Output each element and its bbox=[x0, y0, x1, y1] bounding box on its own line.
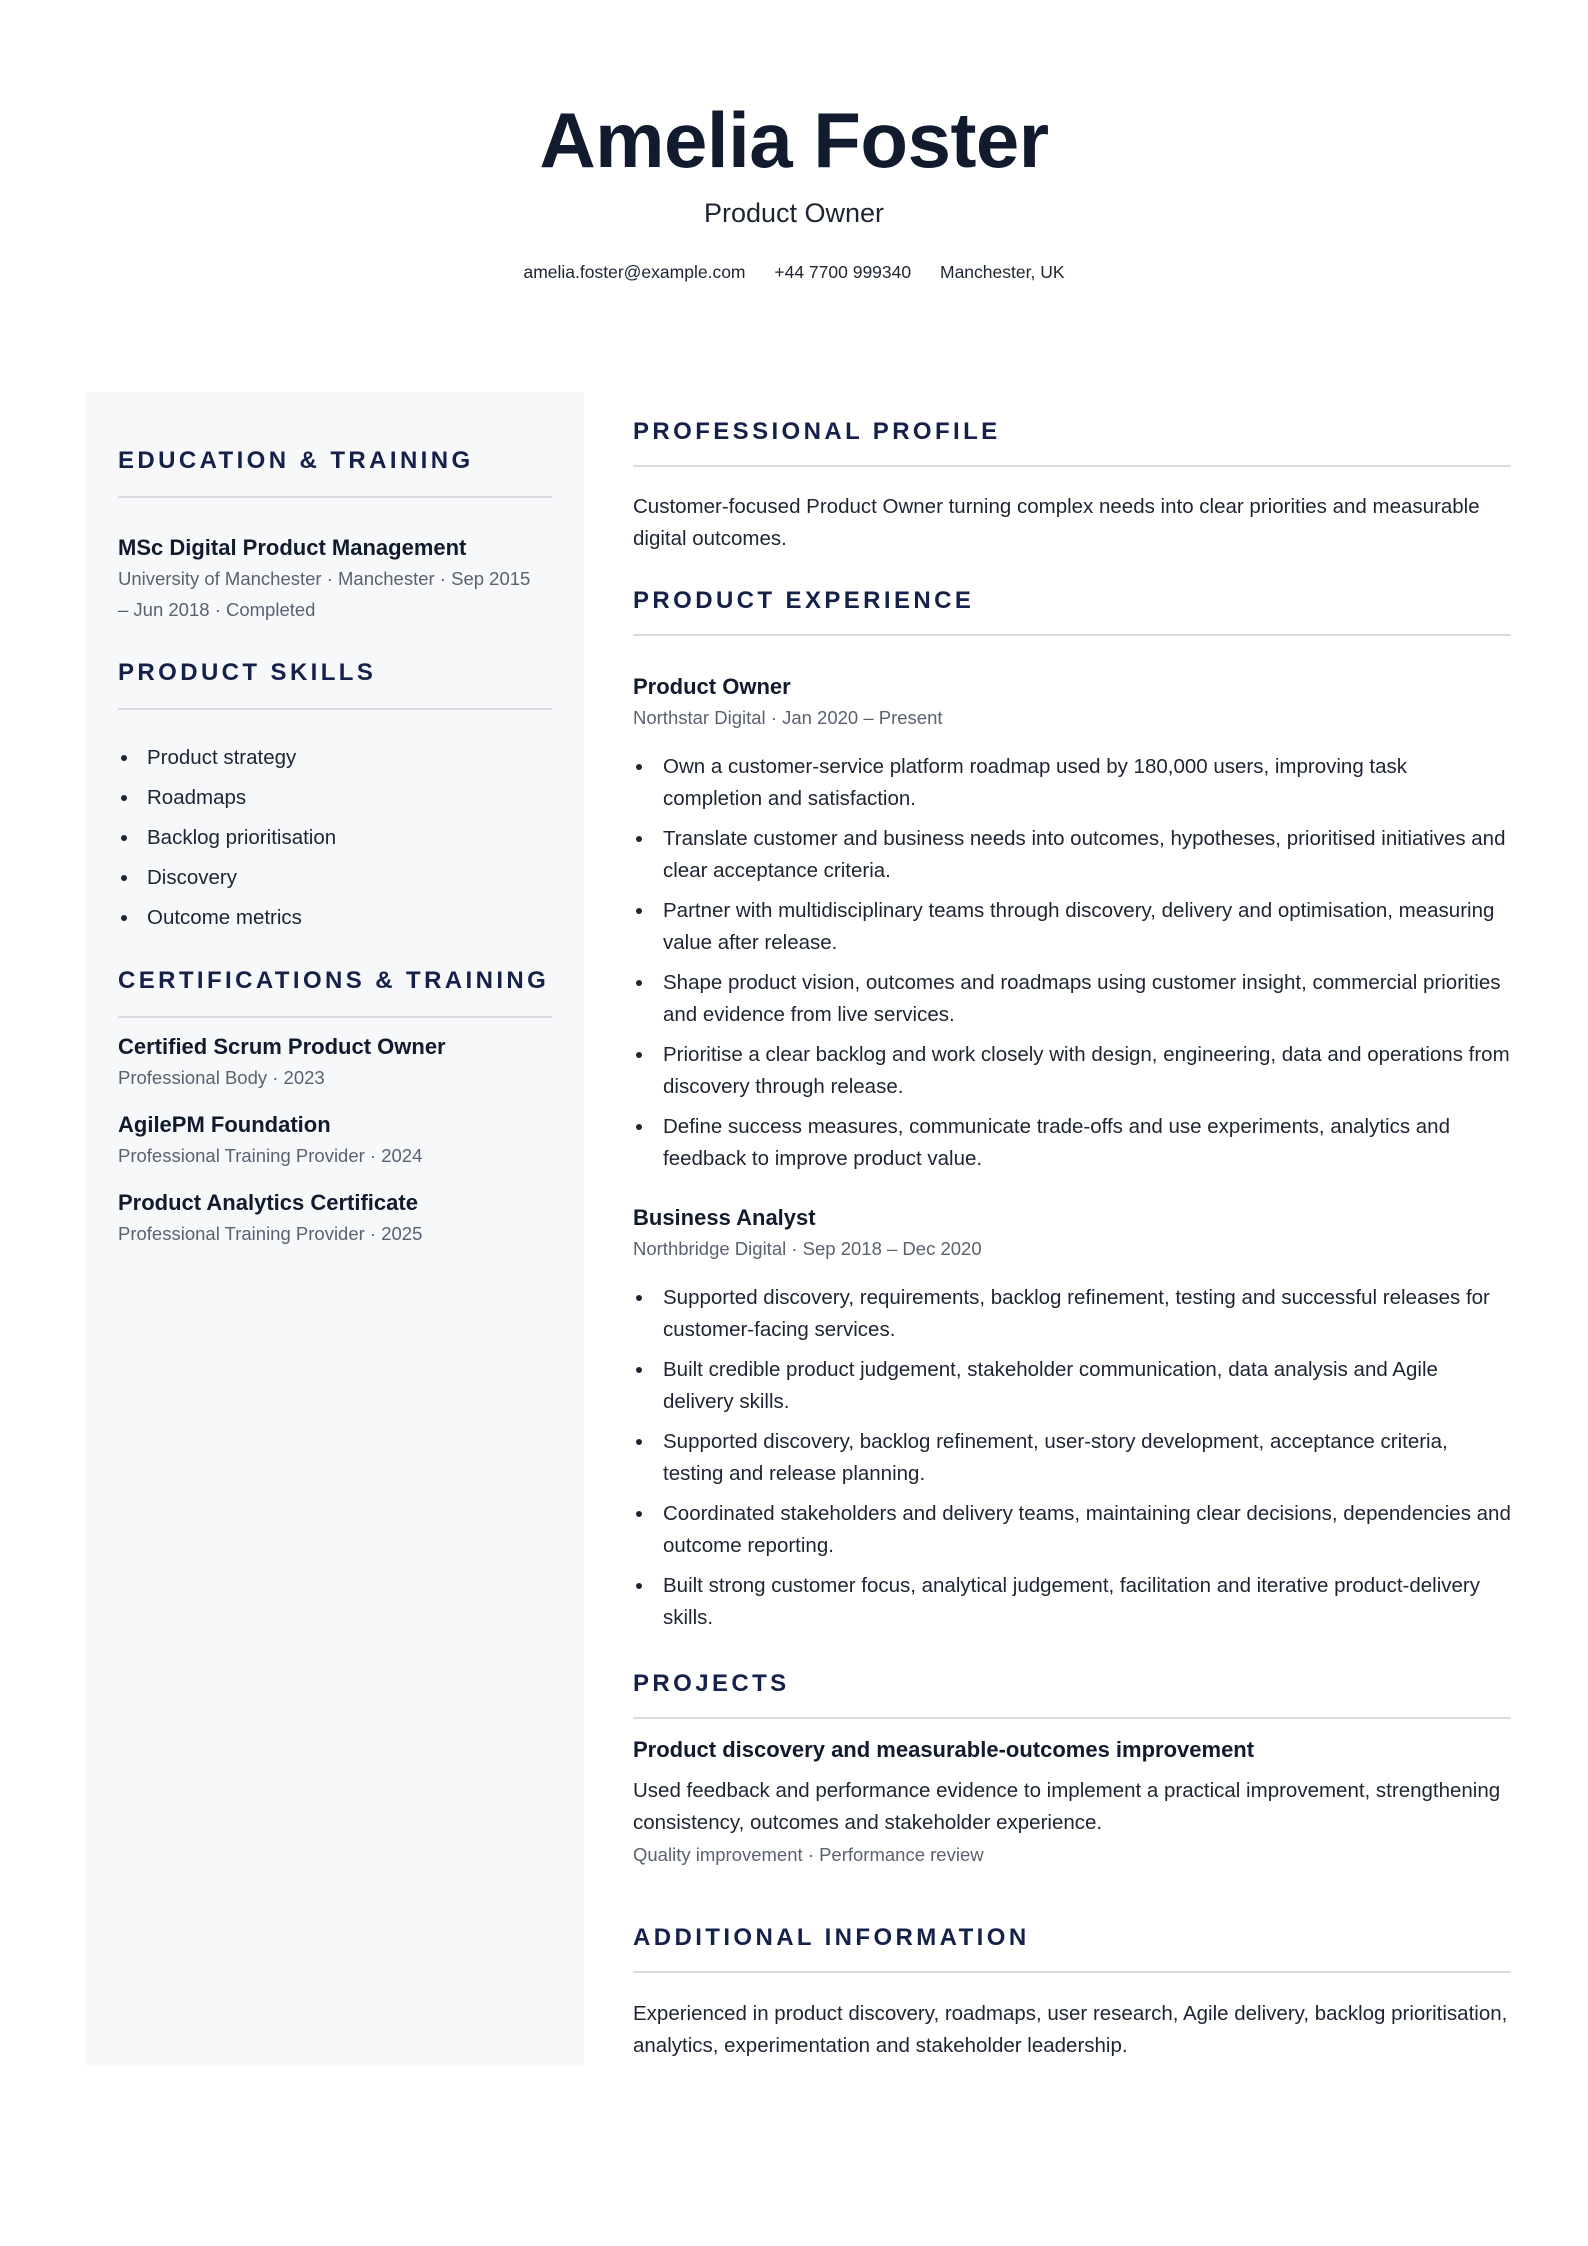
certification-meta: Professional Training Provider · 2025 bbox=[118, 1223, 423, 1244]
project-name: Product discovery and measurable-outcomes improvement bbox=[633, 1737, 1255, 1762]
section-divider bbox=[118, 496, 552, 498]
section-title-experience: PRODUCT EXPERIENCE bbox=[633, 587, 975, 614]
section-divider bbox=[633, 634, 1511, 636]
profile-section bbox=[633, 417, 1511, 555]
job-bullet: Own a customer-service platform roadmap used by 180,000 users, improving task completion and satisfaction. bbox=[633, 751, 1511, 815]
job-entry bbox=[633, 1203, 1511, 1642]
sidebar bbox=[86, 392, 584, 2066]
job-bullets bbox=[633, 1282, 1511, 1634]
job-bullet: Built strong customer focus, analytical judgement, facilitation and iterative product-delivery skills. bbox=[633, 1570, 1511, 1634]
job-bullet: Supported discovery, backlog refinement, user-story development, acceptance criteria, testing and release planning. bbox=[633, 1426, 1511, 1490]
certification-item bbox=[118, 1110, 552, 1171]
project-meta: Quality improvement · Performance review bbox=[633, 1844, 984, 1865]
contact-email[interactable]: amelia.foster@example.com bbox=[523, 262, 746, 282]
skills-list bbox=[118, 738, 552, 938]
job-bullet: Built credible product judgement, stakeholder communication, data analysis and Agile delivery skills. bbox=[633, 1354, 1511, 1418]
certification-item bbox=[118, 1188, 552, 1249]
additional-section bbox=[633, 1923, 1511, 2062]
contact-phone[interactable]: +44 7700 999340 bbox=[774, 262, 912, 282]
job-entry bbox=[633, 672, 1511, 1175]
section-title-profile: PROFESSIONAL PROFILE bbox=[633, 418, 1001, 445]
section-divider bbox=[633, 1717, 1511, 1719]
section-title-additional: ADDITIONAL INFORMATION bbox=[633, 1924, 1030, 1951]
contact-line bbox=[0, 260, 1588, 284]
projects-section bbox=[633, 1669, 1511, 1870]
certification-name: Certified Scrum Product Owner bbox=[118, 1034, 446, 1059]
certification-item bbox=[118, 1032, 552, 1093]
candidate-name: Amelia Foster bbox=[539, 96, 1049, 184]
job-bullet: Prioritise a clear backlog and work closely with design, engineering, data and operations from discovery through release. bbox=[633, 1039, 1511, 1103]
skills-section bbox=[118, 658, 552, 938]
section-title-education: EDUCATION & TRAINING bbox=[118, 447, 474, 474]
certifications-section bbox=[118, 966, 552, 1249]
profile-summary: Customer-focused Product Owner turning complex needs into clear priorities and measurable digital outcomes. bbox=[633, 495, 1480, 550]
job-title: Business Analyst bbox=[633, 1205, 816, 1230]
project-description: Used feedback and performance evidence to implement a practical improvement, strengthening consistency, outcomes and stakeholder experience. bbox=[633, 1779, 1501, 1834]
section-divider bbox=[633, 1971, 1511, 1973]
skill-item: Backlog prioritisation bbox=[118, 818, 552, 858]
job-meta: Northstar Digital · Jan 2020 – Present bbox=[633, 707, 943, 728]
certification-meta: Professional Training Provider · 2024 bbox=[118, 1145, 423, 1166]
experience-section bbox=[633, 586, 1511, 1183]
contact-location: Manchester, UK bbox=[940, 262, 1065, 282]
job-meta: Northbridge Digital · Sep 2018 – Dec 2020 bbox=[633, 1238, 982, 1259]
job-bullet: Supported discovery, requirements, backlog refinement, testing and successful releases for customer-facing services. bbox=[633, 1282, 1511, 1346]
job-bullets bbox=[633, 751, 1511, 1175]
certification-name: AgilePM Foundation bbox=[118, 1112, 331, 1137]
candidate-role: Product Owner bbox=[703, 198, 885, 228]
education-meta-line2: – Jun 2018 · Completed bbox=[118, 599, 316, 620]
additional-text: Experienced in product discovery, roadmaps, user research, Agile delivery, backlog prioritisation, analytics, experimentation and stakeholder leadership. bbox=[633, 2002, 1508, 2057]
job-title: Product Owner bbox=[633, 674, 791, 699]
section-divider bbox=[118, 1016, 552, 1018]
education-degree: MSc Digital Product Management bbox=[118, 535, 467, 560]
education-section bbox=[118, 446, 552, 625]
section-title-certifications: CERTIFICATIONS & TRAINING bbox=[118, 967, 550, 994]
skill-item: Outcome metrics bbox=[118, 898, 552, 938]
job-bullet: Define success measures, communicate trade-offs and use experiments, analytics and feedback to improve product value. bbox=[633, 1111, 1511, 1175]
job-bullet: Shape product vision, outcomes and roadmaps using customer insight, commercial priorities and evidence from live services. bbox=[633, 967, 1511, 1031]
certification-meta: Professional Body · 2023 bbox=[118, 1067, 325, 1088]
skill-item: Discovery bbox=[118, 858, 552, 898]
job-bullet: Partner with multidisciplinary teams through discovery, delivery and optimisation, measuring value after release. bbox=[633, 895, 1511, 959]
section-title-projects: PROJECTS bbox=[633, 1670, 790, 1697]
section-title-skills: PRODUCT SKILLS bbox=[118, 659, 377, 686]
section-divider bbox=[633, 465, 1511, 467]
certification-name: Product Analytics Certificate bbox=[118, 1190, 418, 1215]
job-bullet: Coordinated stakeholders and delivery teams, maintaining clear decisions, dependencies and outcome reporting. bbox=[633, 1498, 1511, 1562]
section-divider bbox=[118, 708, 552, 710]
skill-item: Roadmaps bbox=[118, 778, 552, 818]
skill-item: Product strategy bbox=[118, 738, 552, 778]
education-meta-line1: University of Manchester · Manchester · Sep 2015 bbox=[118, 568, 531, 589]
job-bullet: Translate customer and business needs into outcomes, hypotheses, prioritised initiatives and clear acceptance criteria. bbox=[633, 823, 1511, 887]
